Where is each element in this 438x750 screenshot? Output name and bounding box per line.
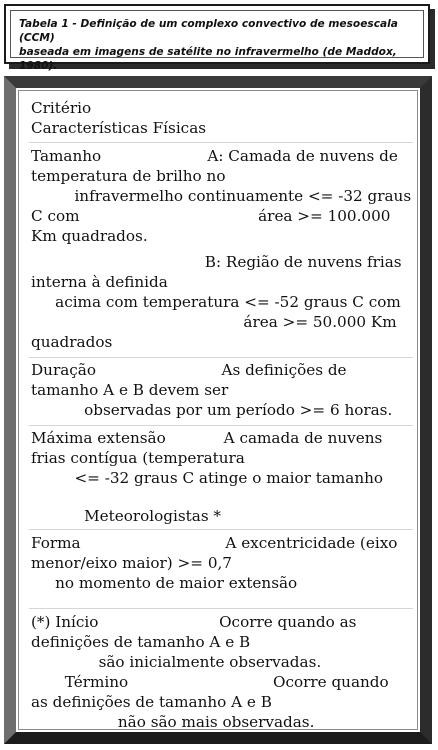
header-caracteristicas: Características Físicas <box>31 119 207 137</box>
tamanho-line-2: temperatura de brilho no <box>31 167 226 185</box>
maxima-line-1: Máxima extensão A camada de nuvens <box>31 429 383 447</box>
forma-line-2: menor/eixo maior) >= 0,7 <box>31 554 232 572</box>
row-divider <box>29 608 413 609</box>
tamanho-line-5: Km quadrados. <box>31 227 148 245</box>
forma-line-3: no momento de maior extensão <box>31 574 298 592</box>
tamanho-line-7: interna à definida <box>31 273 168 291</box>
inicio-line-2: definições de tamanho A e B <box>31 633 251 651</box>
tamanho-line-6: B: Região de nuvens frias <box>31 253 402 271</box>
tamanho-line-4: C com área >= 100.000 <box>31 207 391 225</box>
tamanho-line-8: acima com temperatura <= -52 graus C com <box>31 293 401 311</box>
tamanho-line-9: área >= 50.000 Km <box>31 313 397 331</box>
duracao-line-1: Duração As definições de <box>31 361 347 379</box>
tamanho-line-1: Tamanho A: Camada de nuvens de <box>31 147 398 165</box>
tamanho-line-3: infravermelho continuamente <= -32 graus <box>31 187 412 205</box>
caption-line-1: Tabela 1 - Definição de um complexo convectivo de mesoescala (CCM) <box>19 18 398 44</box>
row-divider <box>29 357 413 358</box>
table-inner-border <box>18 90 418 730</box>
table-caption <box>10 10 424 72</box>
definition-table <box>4 76 432 744</box>
caption-box <box>4 4 430 72</box>
row-divider <box>29 529 413 530</box>
inicio-line-1: (*) Início Ocorre quando as <box>31 613 357 631</box>
termino-line-3: não são mais observadas. <box>31 713 315 731</box>
caption-line-2: baseada em imagens de satélite no infravermelho (de Maddox, 1980). <box>19 46 397 72</box>
inicio-line-3: são inicialmente observadas. <box>31 653 322 671</box>
header-criterio: Critério <box>31 99 92 117</box>
maxima-line-2: frias contígua (temperatura <box>31 449 245 467</box>
termino-line-2: as definições de tamanho A e B <box>31 693 272 711</box>
termino-line-1: Término Ocorre quando <box>31 673 389 691</box>
row-divider <box>29 425 413 426</box>
forma-line-1: Forma A excentricidade (eixo <box>31 534 398 552</box>
maxima-line-5: Meteorologistas * <box>31 507 222 525</box>
duracao-line-2: tamanho A e B devem ser <box>31 381 229 399</box>
maxima-line-3: <= -32 graus C atinge o maior tamanho <box>31 469 384 487</box>
tamanho-line-10: quadrados <box>31 333 113 351</box>
duracao-line-3: observadas por um período >= 6 horas. <box>31 401 393 419</box>
row-divider <box>29 142 413 143</box>
